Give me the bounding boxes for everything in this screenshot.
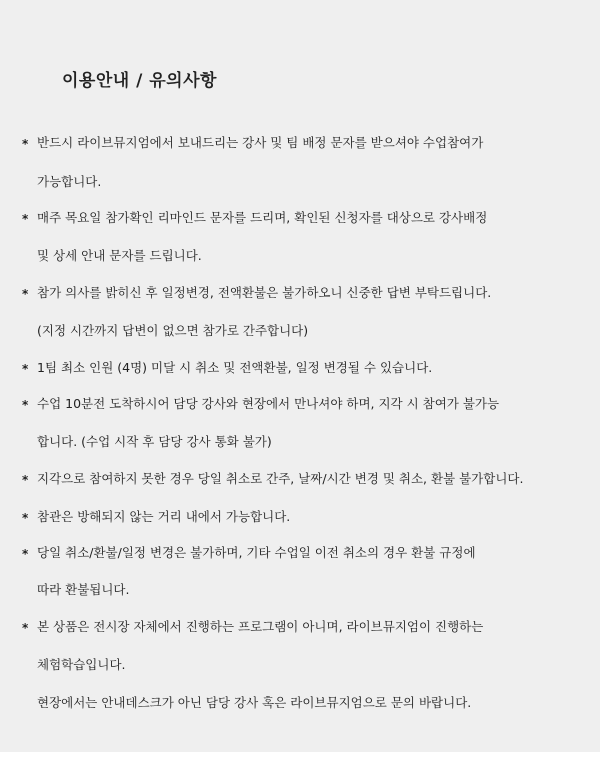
- bottom-margin: [0, 752, 600, 773]
- notice-line: 반드시 라이브뮤지엄에서 보내드리는 강사 및 팀 배정 문자를 받으셔야 수업참여가: [37, 135, 484, 150]
- bullet-icon: *: [22, 473, 29, 487]
- bullet-icon: *: [22, 398, 29, 412]
- notice-line: (지정 시간까지 답변이 없으면 참가로 간주합니다): [37, 323, 309, 338]
- notice-line: 수업 10분전 도착하시어 담당 강사와 현장에서 만나셔야 하며, 지각 시 참여가 불가능: [37, 396, 500, 411]
- bullet-icon: *: [22, 137, 29, 151]
- page-title: 이용안내 / 유의사항: [62, 71, 217, 91]
- notice-line: 현장에서는 안내데스크가 아닌 담당 강사 혹은 라이브뮤지엄으로 문의 바랍니다.: [37, 695, 472, 710]
- notice-line: 참관은 방해되지 않는 거리 내에서 가능합니다.: [37, 509, 291, 524]
- bullet-icon: *: [22, 212, 29, 226]
- bullet-icon: *: [22, 511, 29, 525]
- notice-line: 참가 의사를 밝히신 후 일정변경, 전액환불은 불가하오니 신중한 답변 부탁드립니다.: [37, 285, 492, 300]
- bullet-icon: *: [22, 547, 29, 561]
- notice-line: 1팀 최소 인원 (4명) 미달 시 취소 및 전액환불, 일정 변경될 수 있습니다.: [37, 360, 433, 375]
- notice-line: 본 상품은 전시장 자체에서 진행하는 프로그램이 아니며, 라이브뮤지엄이 진행하는: [37, 619, 484, 634]
- notice-line: 및 상세 안내 문자를 드립니다.: [37, 248, 202, 263]
- notice-line: 지각으로 참여하지 못한 경우 당일 취소로 간주, 날짜/시간 변경 및 취소, 환불 불가합니다.: [37, 471, 524, 486]
- notice-line: 합니다. (수업 시작 후 담당 강사 통화 불가): [37, 434, 272, 449]
- notice-line: 당일 취소/환불/일정 변경은 불가하며, 기타 수업일 이전 취소의 경우 환불 규정에: [37, 545, 476, 560]
- bullet-icon: *: [22, 621, 29, 635]
- bullet-icon: *: [22, 287, 29, 301]
- notice-line: 가능합니다.: [37, 174, 102, 189]
- bullet-icon: *: [22, 362, 29, 376]
- notice-line: 체험학습입니다.: [37, 657, 126, 672]
- notice-line: 따라 환불됩니다.: [37, 582, 130, 597]
- notice-line: 매주 목요일 참가확인 리마인드 문자를 드리며, 확인된 신청자를 대상으로 강사배정: [37, 210, 488, 225]
